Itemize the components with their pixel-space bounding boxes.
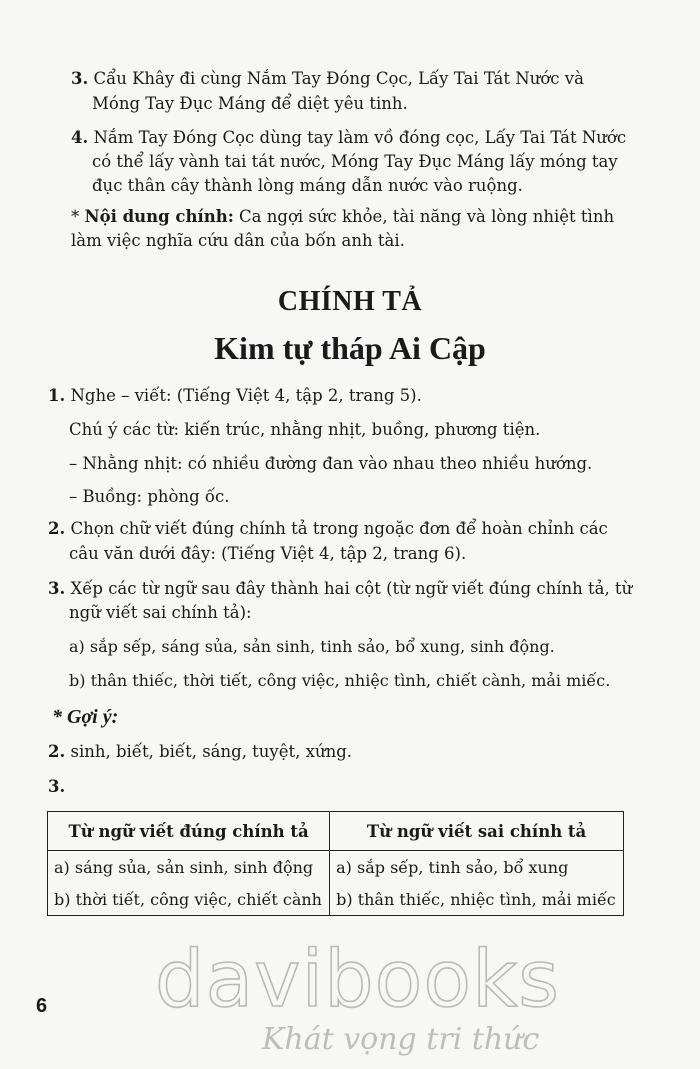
table-cell: b) thân thiếc, nhiệc tình, mải miếc [330,883,624,916]
item-4-line2: có thể lấy vành tai tát nước, Móng Tay Đục Máng lấy móng tay [92,152,618,171]
exercise-1-note: Chú ý các từ: kiến trúc, nhằng nhịt, buồng, phương tiện. [69,420,541,439]
item-text: Cẩu Khây đi cùng Nắm Tay Đóng Cọc, Lấy Tai Tát Nước và [93,69,584,88]
hint-label: * Gợi ý: [52,706,119,728]
exercise-3-line2: ngữ viết sai chính tả): [69,603,252,622]
table-cell: a) sắp sếp, tinh sảo, bổ xung [330,851,624,884]
table-header-incorrect: Từ ngữ viết sai chính tả [330,812,624,851]
item-text: Nắm Tay Đóng Cọc dùng tay làm vồ đóng cọc, Lấy Tai Tát Nước [93,128,627,147]
answer-number: 3. [48,777,66,796]
item-3-line2: Móng Tay Đục Máng để diệt yêu tinh. [92,94,408,113]
exercise-number: 1. [48,386,66,405]
main-content-text: Ca ngợi sức khỏe, tài năng và lòng nhiệt tình [233,207,615,226]
exercise-3-line1 [48,578,632,600]
exercise-2-line2: câu văn dưới đây: (Tiếng Việt 4, tập 2, trang 6). [69,544,467,563]
exercise-3-list-b: b) thân thiếc, thời tiết, công việc, nhiệc tình, chiết cành, mải miếc. [69,671,611,690]
exercise-number: 3. [48,579,66,598]
answer-number: 2. [48,742,66,761]
item-4-line1 [71,127,626,149]
exercise-text: Nghe – viết: (Tiếng Việt 4, tập 2, trang 5). [70,386,422,405]
asterisk: * [71,207,85,226]
item-number: 4. [71,128,89,147]
watermark-slogan: Khát vọng tri thức [262,1022,540,1057]
lesson-title: Kim tự tháp Ai Cập [214,330,486,366]
watermark-brand: davibooks [155,935,560,1025]
answer-3 [48,776,65,798]
answer-text: sinh, biết, biết, sáng, tuyệt, xứng. [70,742,353,761]
main-content-label: Nội dung chính: [84,207,234,226]
answer-2 [48,741,352,763]
item-3-line1 [71,68,584,90]
spelling-table [47,811,624,916]
table-row [48,851,624,884]
section-title: CHÍNH TẢ [277,286,423,317]
exercise-2-line1 [48,518,608,540]
exercise-number: 2. [48,519,66,538]
table-header-correct: Từ ngữ viết đúng chính tả [48,812,330,851]
item-number: 3. [71,69,89,88]
exercise-1 [48,385,422,407]
exercise-3-list-a: a) sắp sếp, sáng sủa, sản sinh, tinh sảo, bổ xung, sinh động. [69,637,555,656]
exercise-text: Xếp các từ ngữ sau đây thành hai cột (từ ngữ viết đúng chính tả, từ [70,579,633,598]
table-cell: b) thời tiết, công việc, chiết cành [48,883,330,916]
exercise-1-definition-2: – Buồng: phòng ốc. [69,487,230,506]
main-content-line1 [71,206,614,228]
table-cell: a) sáng sủa, sản sinh, sinh động [48,851,330,884]
item-4-line3: đục thân cây thành lòng máng dẫn nước vào ruộng. [92,176,523,195]
main-content-line2: làm việc nghĩa cứu dân của bốn anh tài. [71,231,405,250]
exercise-text: Chọn chữ viết đúng chính tả trong ngoặc đơn để hoàn chỉnh các [70,519,608,538]
exercise-1-definition-1: – Nhằng nhịt: có nhiều đường đan vào nhau theo nhiều hướng. [69,454,593,473]
table-row [48,883,624,916]
page-number: 6 [36,995,48,1017]
